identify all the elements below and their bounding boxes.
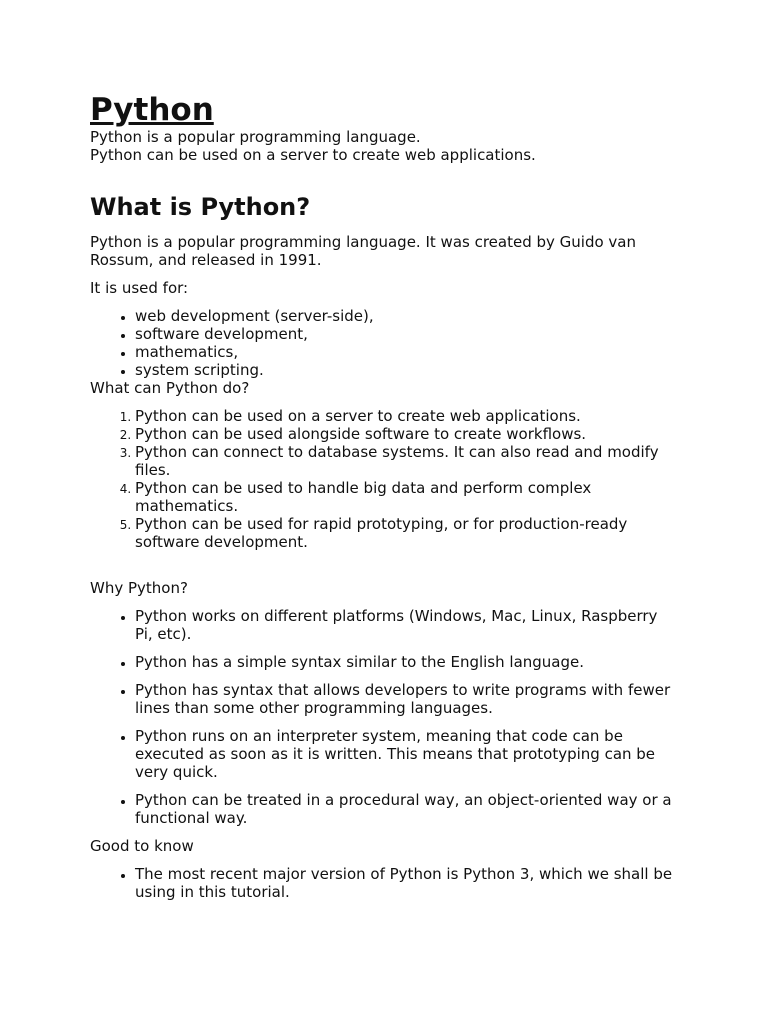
list-item: • system scripting. [135,361,678,379]
list-item: 4. Python can be used to handle big data and perform complex mathematics. [135,479,678,515]
list-item: 2. Python can be used alongside software to create workflows. [135,425,678,443]
intro-line: Python can be used on a server to create web applications. [90,146,536,164]
list-item: • Python works on different platforms (Windows, Mac, Linux, Raspberry Pi, etc). [135,607,678,643]
list-item: • web development (server-side), [135,307,678,325]
list-item: • mathematics, [135,343,678,361]
list-item: 3. Python can connect to database systems. It can also read and modify files. [135,443,678,479]
page-title: Python [90,92,214,128]
good-to-know-label: Good to know [90,837,194,855]
list-item: • software development, [135,325,678,343]
used-for-label: It is used for: [90,279,189,297]
what-can-do-label: What can Python do? [90,379,250,397]
list-item: • Python has syntax that allows developers to write programs with fewer lines than some other programming languages. [135,681,678,717]
why-python-list [90,607,678,827]
list-item: 5. Python can be used for rapid prototyping, or for production-ready software development. [135,515,678,551]
what-is-paragraph: Python is a popular programming language. It was created by Guido van Rossum, and released in 1991. [90,233,636,269]
intro-line: Python is a popular programming language. [90,128,421,146]
list-item: 1. Python can be used on a server to create web applications. [135,407,678,425]
list-item: • The most recent major version of Python is Python 3, which we shall be using in this tutorial. [135,865,678,901]
good-to-know-list [90,865,678,901]
section-heading-what-is: What is Python? [90,193,311,221]
used-for-list [90,307,678,379]
intro-block [90,128,678,164]
list-item: • Python can be treated in a procedural way, an object-oriented way or a functional way. [135,791,678,827]
list-item: • Python runs on an interpreter system, meaning that code can be executed as soon as it is written. This means that prototyping can be very quick. [135,727,678,781]
what-can-do-list [90,407,678,551]
list-item: • Python has a simple syntax similar to the English language. [135,653,678,671]
why-python-label: Why Python? [90,579,188,597]
